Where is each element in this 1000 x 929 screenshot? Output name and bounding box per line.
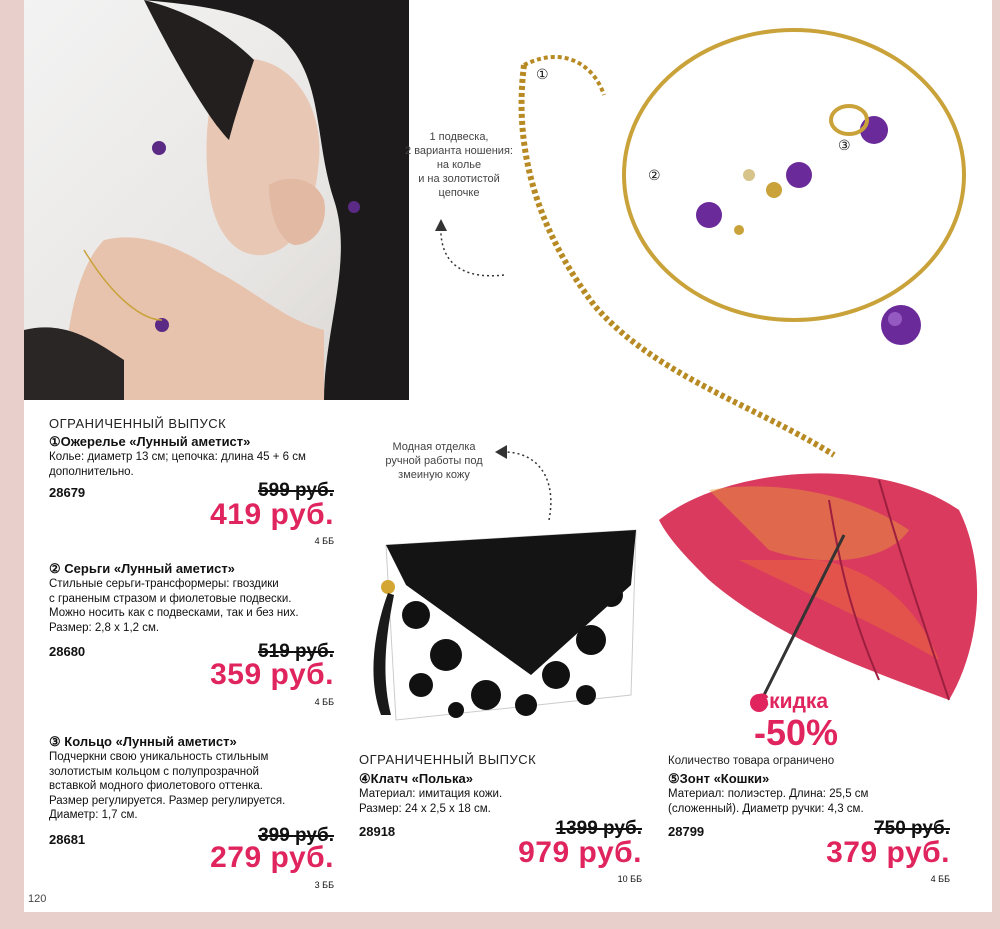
clutch-section-header: ОГРАНИЧЕННЫЙ ВЫПУСК	[359, 752, 537, 767]
right-border	[992, 0, 1000, 929]
jewelry-illustration	[454, 25, 984, 475]
bonus-points: 4 ББ	[314, 697, 334, 707]
product-desc: Стильные серьги-трансформеры: гвоздики с граненым стразом и фиолетовые подвески. Можно носить как с подвесками, так и без них. Размер: 2,8 х 1,2 см.	[49, 578, 299, 634]
product-desc: Подчеркни свою уникальность стильным золотистым кольцом с полупрозрачной вставкой модного фиолетового оттенка. Размер регулируется. Размер регулируется. Диаметр: 1,7 см.	[49, 751, 286, 821]
new-price: 359 руб.	[210, 658, 334, 691]
product-desc: Материал: имитация кожи. Размер: 24 х 2,5 х 18 см.	[359, 788, 503, 815]
catalog-page	[24, 0, 1000, 912]
product-ring	[49, 734, 369, 823]
bonus-points: 4 ББ	[930, 874, 950, 884]
page-number: 120	[28, 893, 47, 905]
old-price: 1399 руб.	[555, 818, 642, 839]
product-code: 28799	[668, 824, 705, 839]
clutch-arrow-icon	[489, 440, 559, 525]
product-desc: Материал: полиэстер. Длина: 25,5 см (сложенный). Диаметр ручки: 4,3 см.	[668, 788, 869, 815]
ring-stone-icon	[348, 201, 360, 213]
model-photo	[24, 0, 409, 400]
umbrella-illustration	[649, 460, 984, 720]
product-code: 28681	[49, 832, 86, 847]
pendant-arrow-icon	[429, 215, 509, 285]
new-price: 419 руб.	[210, 498, 334, 531]
limited-note: Количество товара ограничено	[668, 755, 835, 767]
earring-left-icon	[696, 202, 722, 228]
new-price: 379 руб.	[826, 836, 950, 869]
bonus-points: 4 ББ	[314, 536, 334, 546]
clutch-illustration	[346, 525, 646, 730]
discount-value: -50%	[754, 712, 839, 753]
necklace-pendant-icon	[881, 305, 921, 345]
product-code: 28680	[49, 644, 86, 659]
product-earrings	[49, 561, 369, 635]
product-title: ④Клатч «Полька»	[359, 771, 474, 786]
product-umbrella	[668, 771, 968, 816]
marker-1: ①	[536, 66, 549, 82]
old-price: 750 руб.	[874, 818, 950, 839]
product-code: 28679	[49, 485, 86, 500]
old-price: 599 руб.	[258, 480, 334, 501]
product-title: ①Ожерелье «Лунный аметист»	[49, 434, 251, 449]
product-necklace	[49, 434, 369, 479]
product-title: ⑤Зонт «Кошки»	[668, 771, 770, 786]
product-clutch	[359, 771, 649, 816]
bonus-points: 3 ББ	[314, 880, 334, 890]
new-price: 979 руб.	[518, 836, 642, 869]
old-price: 519 руб.	[258, 641, 334, 662]
product-desc: Колье: диаметр 13 см; цепочка: длина 45 + 6 см дополнительно.	[49, 451, 306, 478]
product-code: 28918	[359, 824, 396, 839]
product-title: ③ Кольцо «Лунный аметист»	[49, 734, 237, 749]
new-price: 279 руб.	[210, 841, 334, 874]
pendant-note: 1 подвеска, 2 варианта ношения: на колье и на золотистой цепочке	[405, 131, 513, 199]
discount-label: Скидка	[754, 690, 829, 713]
product-title: ② Серьги «Лунный аметист»	[49, 561, 235, 576]
marker-2: ②	[648, 167, 661, 183]
left-section-header: ОГРАНИЧЕННЫЙ ВЫПУСК	[49, 416, 227, 431]
earring-icon	[152, 141, 166, 155]
clutch-note: Модная отделка ручной работы под змеиную кожу	[385, 441, 483, 481]
marker-3: ③	[838, 137, 851, 153]
earring-right-icon	[786, 162, 812, 188]
marker-5: ⑤	[702, 473, 715, 489]
old-price: 399 руб.	[258, 825, 334, 846]
bonus-points: 10 ББ	[617, 874, 642, 884]
model-illustration	[24, 0, 409, 400]
